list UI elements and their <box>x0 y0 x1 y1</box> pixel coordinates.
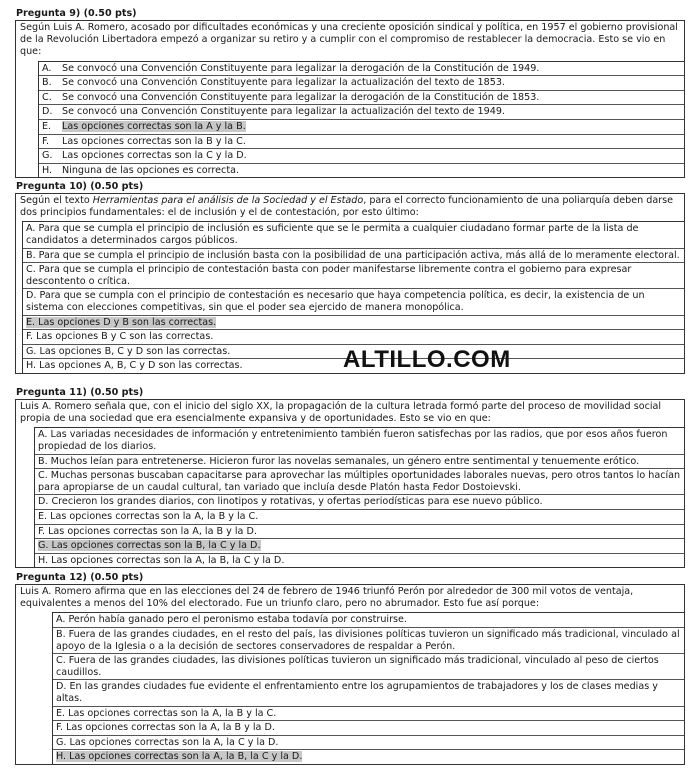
question-9-stem: Según Luis A. Romero, acosado por dificultades económicas y una creciente oposición sindical y política, en 1957 el gobierno provisional de la Revolución Libertadora empezó a organizar su retiro y a cumplir con el compromiso de restablecer la democracia. Esto se vio en que: <box>20 22 678 58</box>
option-10b[interactable]: B. Para que se cumpla el principio de inclusión basta con la posibilidad de una participación activa, más allá de lo meramente electoral. <box>23 249 684 264</box>
question-9-title: Pregunta 9) (0.50 pts) <box>16 8 137 19</box>
option-12h[interactable] <box>53 750 684 764</box>
option-9h[interactable] <box>39 164 684 178</box>
option-10d[interactable]: D. Para que se cumpla con el principio de contestación es necesario que haya competencia política, es decir, la existencia de un sistema con elecciones competitivas, sin que el poder sea ejercido de manera monopólica. <box>23 289 684 315</box>
question-11 <box>15 387 685 568</box>
option-letter: B. <box>42 77 52 89</box>
option-12c[interactable]: C. Fuera de las grandes ciudades, las divisiones políticas tuvieron un significado más tradicional, vinculado al peso de ciertos caudillos. <box>53 654 684 680</box>
option-12d[interactable]: D. En las grandes ciudades fue evidente el enfrentamiento entre los agrupamientos de trabajadores y los de clases medias y altas. <box>53 680 684 706</box>
option-10e[interactable] <box>23 316 684 331</box>
question-12-box <box>15 584 685 765</box>
option-letter: G. <box>42 150 53 162</box>
option-11g[interactable] <box>35 539 684 554</box>
question-10 <box>15 181 685 374</box>
option-letter: C. <box>42 91 52 103</box>
option-12a[interactable]: A. Perón había ganado pero el peronismo estaba todavía por construirse. <box>53 613 684 628</box>
option-letter: F. <box>42 135 50 147</box>
option-letter: E. <box>42 120 52 132</box>
option-10f[interactable]: F. Las opciones B y C son las correctas. <box>23 330 684 345</box>
option-9g[interactable] <box>39 149 684 164</box>
option-10a[interactable]: A. Para que se cumpla el principio de inclusión es suficiente que se le permita a cualquier ciudadano formar parte de la lista de candidatos a determinados cargos públicos. <box>23 222 684 248</box>
option-11c[interactable]: C. Muchas personas buscaban capacitarse para aprovechar las múltiples oportunidades laborales nuevas, pero otros tantos lo hacían para apropiarse de un caudal cultural, tan variado que incluía desde Platón hasta Fedor Dostoievski. <box>35 469 684 495</box>
option-9b[interactable] <box>39 76 684 91</box>
option-11h[interactable]: H. Las opciones correctas son la A, la B, la C y la D. <box>38 554 285 566</box>
stem-text: , para el correcto funcionamiento de una poliarquía deben darse dos principios fundamentales: el de inclusión y el de contestación, por esto último: <box>20 195 674 219</box>
option-10c[interactable]: C. Para que se cumpla el principio de contestación basta con poder manifestarse libremente contra el gobierno para expresar descontento o crítica. <box>23 263 684 289</box>
question-9-box <box>15 20 685 178</box>
option-letter: A. <box>42 62 52 74</box>
question-11-box <box>15 399 685 568</box>
option-text: Se convocó una Convención Constituyente para legalizar la actualización del texto de 1853. <box>62 77 505 89</box>
option-11d[interactable]: D. Crecieron los grandes diarios, con linotipos y rotativas, y ofertas periodísticas para ese nuevo público. <box>35 495 684 510</box>
option-12b[interactable]: B. Fuera de las grandes ciudades, en el resto del país, las divisiones políticas tuvieron un significado más tradicional, vinculado al apoyo de la Iglesia o a la decisión de sectores conservadores de respaldar a Perón. <box>53 628 684 654</box>
watermark: ALTILLO.COM <box>343 346 511 373</box>
option-text: Las opciones correctas son la B y la C. <box>62 135 246 147</box>
option-9d[interactable] <box>39 105 684 120</box>
question-10-stem <box>16 194 684 221</box>
highlighted-answer: Las opciones correctas son la A y la B. <box>62 120 246 132</box>
question-12-title: Pregunta 12) (0.50 pts) <box>16 572 144 583</box>
question-11-title: Pregunta 11) (0.50 pts) <box>16 387 144 398</box>
question-10-title: Pregunta 10) (0.50 pts) <box>16 181 144 192</box>
question-11-stem: Luis A. Romero señala que, con el inicio del siglo XX, la propagación de la cultura letrada formó parte del proceso de movilidad social propia de una sociedad que era esencialmente expansiva y de oportunidades. Esto se vio en que: <box>20 401 662 425</box>
option-letter: H. <box>42 164 53 176</box>
highlighted-answer: H. Las opciones correctas son la A, la B, la C y la D. <box>56 751 303 763</box>
question-9 <box>15 8 685 178</box>
option-10g[interactable]: G. Las opciones B, C y D son las correctas. <box>23 345 684 360</box>
option-9e[interactable] <box>39 120 684 135</box>
question-11-options <box>34 427 684 567</box>
option-text: Se convocó una Convención Constituyente para legalizar la derogación de la Constitución de 1949. <box>62 62 540 74</box>
highlighted-answer: G. Las opciones correctas son la B, la C y la D. <box>38 540 261 552</box>
stem-text: Según el texto <box>20 195 93 206</box>
option-12f[interactable]: F. Las opciones correctas son la A, la B y la D. <box>53 721 684 736</box>
option-12e[interactable]: E. Las opciones correctas son la A, la B y la C. <box>53 707 684 722</box>
option-text: Se convocó una Convención Constituyente para legalizar la derogación de la Constitución de 1853. <box>62 91 540 103</box>
question-12-stem: Luis A. Romero afirma que en las elecciones del 24 de febrero de 1946 triunfó Perón por alrededor de 300 mil votos de ventaja, equivalentes a menos del 10% del electorado. Fue un triunfo claro, pero no abrumador. Esto fue así porque: <box>20 586 634 610</box>
question-9-options <box>38 61 684 178</box>
option-10h[interactable]: H. Las opciones A, B, C y D son las correctas. <box>26 360 243 372</box>
option-9f[interactable] <box>39 135 684 150</box>
question-12-options <box>52 612 684 764</box>
option-letter: D. <box>42 106 53 118</box>
option-text: Ninguna de las opciones es correcta. <box>62 164 240 176</box>
option-11a[interactable]: A. Las variadas necesidades de información y entretenimiento también fueron satisfechas por las radios, que por esos años fueron propiedad de los diarios. <box>35 428 684 454</box>
option-9a[interactable] <box>39 62 684 77</box>
option-11b[interactable]: B. Muchos leían para entretenerse. Hicieron furor las novelas semanales, un género entre sentimental y tenuemente erótico. <box>35 455 684 470</box>
option-12g[interactable]: G. Las opciones correctas son la A, la C y la D. <box>53 736 684 751</box>
option-9c[interactable] <box>39 91 684 106</box>
option-text: Las opciones correctas son la C y la D. <box>62 150 247 162</box>
highlighted-answer: E. Las opciones D y B son las correctas. <box>26 316 217 328</box>
question-12 <box>15 572 685 765</box>
book-title: Herramientas para el análisis de la Sociedad y el Estado <box>92 195 364 206</box>
option-text: Se convocó una Convención Constituyente para legalizar la actualización del texto de 1949. <box>62 106 505 118</box>
option-11e[interactable]: E. Las opciones correctas son la A, la B y la C. <box>35 510 684 525</box>
option-11f[interactable]: F. Las opciones correctas son la A, la B y la D. <box>35 525 684 540</box>
